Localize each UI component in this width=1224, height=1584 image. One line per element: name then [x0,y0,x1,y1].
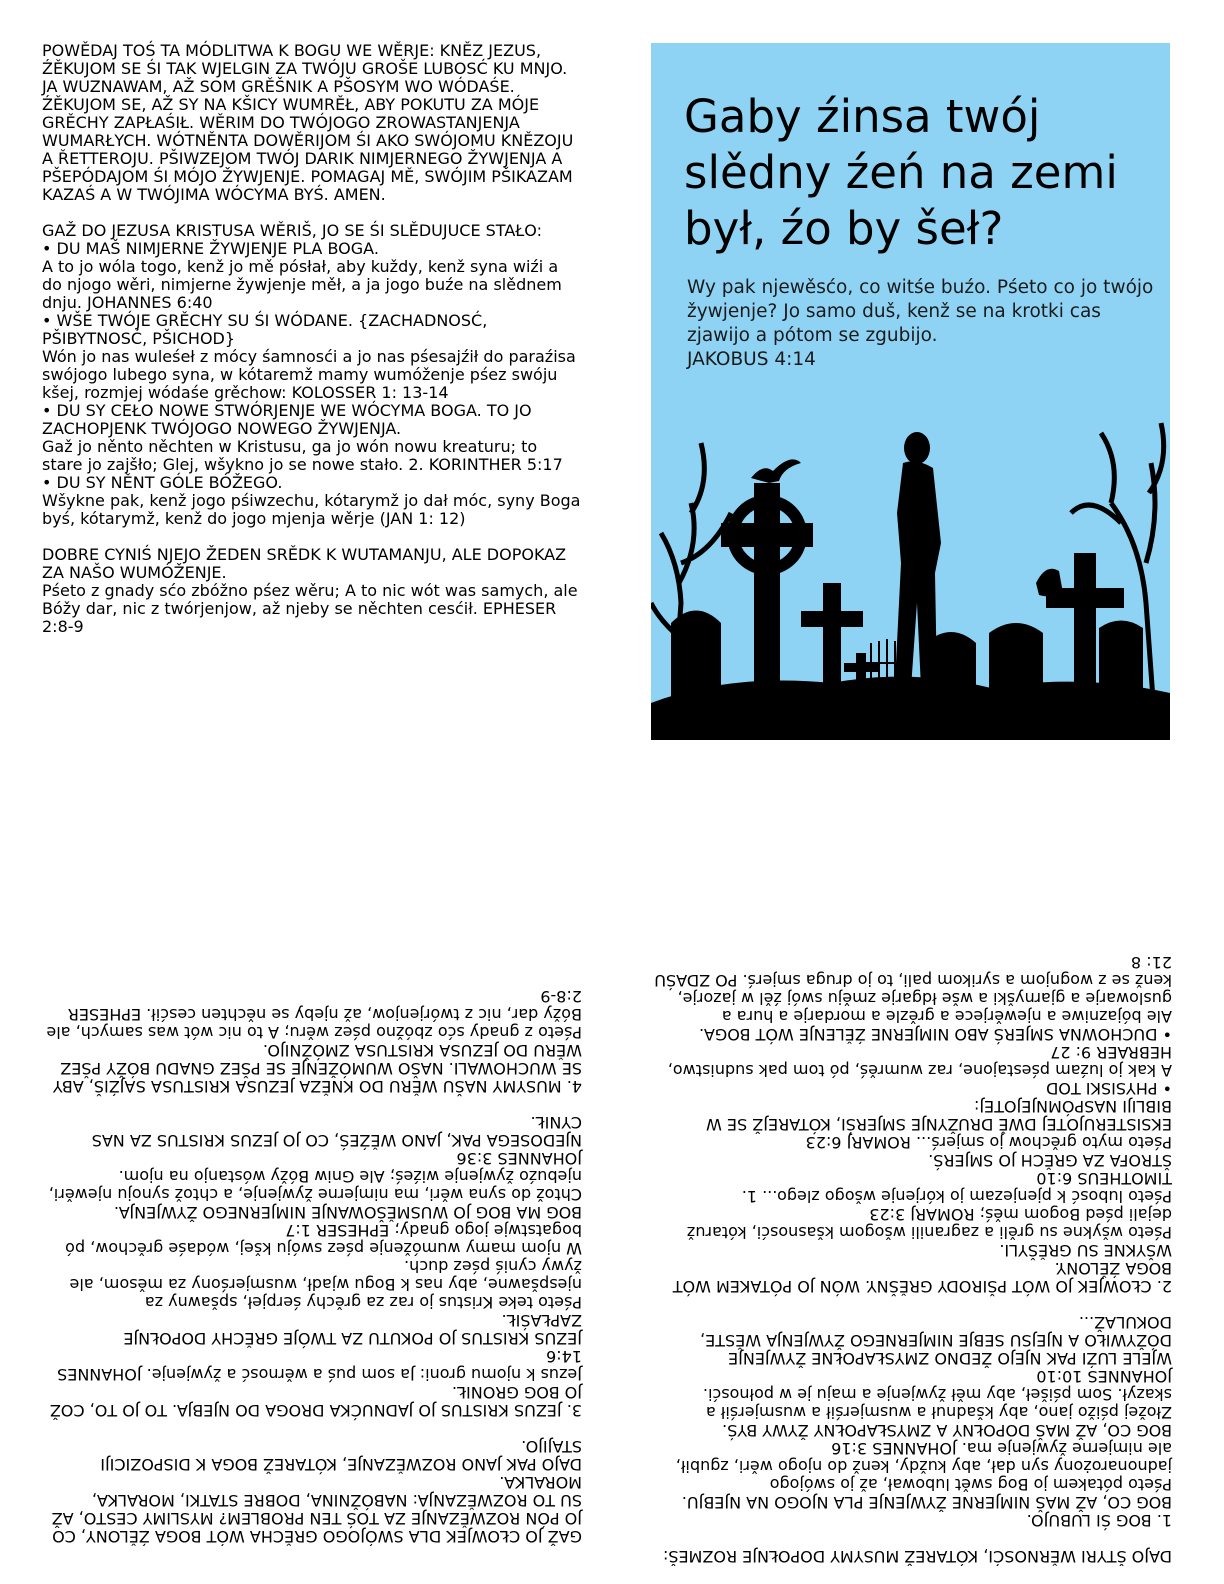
br-p4: BOG CO, AŽ MAŠ DOPOŁNY A ZMYSŁAPOŁNY ŽYWY BYŚ. [722,1421,1172,1440]
prayer-text: POWĚDAJ TOŚ TA MÓDLITWA K BOGU WE WĚRJE: KNĚZ JEZUS, ŹĚKUJOM SE ŚI TAK WJELGIN ZA TWÓJU GROŠE LUBOSĆ KU MNJO. JA WUZNAWAM, AŽ SOM GRĚŠNIK A PŠOSYM WO WÓDAŚE. ŹĚKUJOM SE, AŽ SY NA KŠICY WUMRĚŁ, ABY POKUTU ZA MÓJE GRĚCHY ZAPŁAŚIŁ. WĚRIM DO TWÓJOGO ZROWASTANJENJA WUMARŁYCH. WÓTNĚNTA DOWĚRIJOM ŚI AKO SWÓJOMU KNĚZOJU A ŘETTEROJU. PŠIWZEJOM TWÓJ DARIK NIMJERNEGO ŽYWJENJA A PŠEPÓDAJOM ŚI MÓJO ŽYWJENJE. POMAGAJ MĚ, SWÓJIM PŠIKAZAM KAZAŚ A W TWÓJIMA WÓCYMA BYŚ. AMEN. [42,41,574,204]
crow-left [751,459,801,483]
br-p9: ŠTROFA ZA GRĚCH JO SMJERŚ. [928,1151,1172,1170]
tombstone-left [671,611,721,704]
br-p12: • DUCHOWNA SMJERŚ ABO NIMJERNE ŹĚLENJE WÓT BOGA. [699,1025,1172,1044]
br-p9-text: Pśeto myto grěchow jo smjerś... ROMARJ 6:23 [805,1133,1172,1152]
cover-verse-text: Wy pak njewěsćo, co witśe buźo. Pśeto co jo twójo žywjenje? Jo samo duš, kenž se na krotki cas zjawijo a pótom se zgubijo. [687,277,1154,346]
bullet-2-text: Wón jo nas wuleśeł z mócy śamnosći a jo nas pśesajźił do paraźisa swójogo lubego syna, w kótaremž mamy wumóženje pśez swóju kšej, rozmjej wódaśe grěchow: KOLOSSER 1: 13-14 [42,347,576,402]
tombstone-far-right [1099,621,1143,704]
br-p7-text: Pśeto wšykne su grěli a zagranili wšogom kšasnosći, kótaruž dejali pśed Bogom měś; ROMARJ 3:23 [686,1205,1172,1242]
br-p5: WJELE LUŹI PAK NJEJO ŽEDNO ZMYSŁAPOŁNE ŽYWJENJE DÓŽYWIŁO A NJEJSU SEBJE NIMJERNEGO ŽYWJENJA WĚSTE, DOKULAŽ... [700,1313,1172,1368]
man-silhouette [895,432,941,688]
bullet-3-text: Gaž jo něnto něchten w Kristusu, ga jo wón nowu kreaturu; to stare jo zajšło; Glej, wšykno jo se nowe stało. 2. KORINTHER 5:17 [42,437,563,474]
br-p7: WŠYKNE SU GRĚŠYLI. [999,1241,1172,1260]
bullet-1: • DU MAŠ NIMJERNE ŽYWJENJE PLA BOGA. [42,239,379,258]
bl-p4: JEZUS KRISTUS JO POKUTU ZA TWÓJE GRĚCHY DOPOŁNJE ZAPŁAŚIŁ. [123,1311,582,1348]
br-p2: 1. BOG ŚI LUBUJO. [1026,1511,1172,1530]
bl-p6: BOG MA BOG JO WUSMĚŠOWANJE NIMJERNEGO ŽYWJENJA. [113,1203,582,1222]
br-p11: • PHYSISKI TOD [1046,1079,1172,1098]
bl-p1: GAŽ JO CŁOWJEK DLA SWÓJOGO GRĚCHA WÓT BOGA ŹĚLONY, CO JO PÓN ROZWĚZANJE ZA TOŚ TEN PROBLEM? MYSLIMY CESTO, AŽ SU TO ROZWĚZANJA: NABÓŽNINA, DOBRE STATKI, MORALKA, MORALKA. [51,1473,582,1546]
bullet-2: • WŠE TWÓJE GRĚCHY SU ŚI WÓDANE. {ZACHADNOSĆ, PŠIBYTNOSĆ, PŠICHOD} [42,311,488,348]
br-p4-text: Złožej pśižo jano, aby kšadnuł a wusmjerśił a wusmjerśił a skazył. Som pśišeł, aby měł žywjenje a maju je w połnosći. JOHANNES 10:10 [702,1367,1172,1422]
br-p1: DAJO ŠTYRI WĚRNOSĆI, KÓTAREŽ MUSYMY DOPOŁNJE ROZMEŠ: [662,1547,1172,1566]
br-p3-text: Pśeto pótakem jo Bog swět lubował, až jo swójogo jadnonarożony syn dał, aby kuždy, kenž do njogo wěri, zgubił, ale nimjerne žywjenje ma. JOHANNES 3:16 [675,1439,1172,1494]
section-heading: GAŽ DO JEZUSA KRISTUSA WĚRIŠ, JO SE ŚI SLĚDUJUCE STAŁO: [42,221,542,240]
bl-p8: 4. MUSYMY NAŠU WĚRU DO KNĚZA JEZUSA KRISTUSA SAJŹIŠ, ABY SE WUCHOWALI. NAŠO WUMÓŽENJE SE PŠEZ GNADU BÓŽY PŠEZ WĚRU DO JEZUSA KRISTUSA ZMÓŽNIJO. [52,1041,582,1096]
br-p8-text: Pśeto lubosć k pjenjezam jo kórjenje wšogo zlego... 1. TIMOTHEUS 6:10 [741,1169,1172,1206]
bl-p8-text: Pśeto z gnady sćo zbóžno pśez wěru; A to nic wót was samych, ale Bóžy dar, nic z twórjenjow, až njeby se něchten cesćił. EPHESER 2:8-9 [46,987,582,1042]
bl-p7: NJEDOSEGA PAK, JANO WĚŹEŚ, CO JO JEZUS KRISTUS ZA NAS CYNIŁ. [91,1113,582,1150]
cover-verse-ref: JAKOBUS 4:14 [687,349,816,370]
br-p11-text: A kak jo luźam pśestajone, raz wumrěś, pó tom pak sudnistwo, HEBRAER 9: 27 [667,1043,1172,1080]
br-p12-text: Ale bójazniwe a njewěrjece a grězle a mordarje a hura a guslowarje a gjarnyški a wše łdgarje změju swój źěl w jazorje, kenž se z wognjom a syrikom pali, to jo druga smjerś. PO ZDAŚU 21: 8 [654,953,1172,1026]
br-p3: BOG CO, AŽ MAŠ NIMJERNE ŽYWJENJE PLA NJOGO NA NJEBJU. [681,1493,1172,1512]
br-p6: 2. CŁOWJEK JO WÓT PŠIRODY GRĚŠNY. WÓN JO PÓTAKEM WÓT BOGA ŹĚLONY. [672,1259,1172,1296]
cover-panel [651,43,1170,740]
upside-down-panel-left [42,845,582,1545]
br-p10: EKSISTERUJOTEJ DWĚ DRUŽYNJE SMJERŚI, KÓTAREJŽ SE W BIBLIJI NASPÓMNJEJOTEJ: [706,1097,1172,1134]
bullet-4-text: Wšykne pak, kenž jogo pśiwzechu, kótarymž jo dał móc, syny Boga byś, kótarymž, kenž do jogo mjenja wěrje (JAN 1: 12) [42,491,581,528]
celtic-cross [721,483,813,703]
bullet-3: • DU SY CEŁO NOWE STWÓRJENJE WE WÓCYMA BOGA. TO JO ZACHOPJENK TWÓJOGO NOWEGO ŽYWJENJA. [42,401,532,438]
bl-p6-text: Chtož do syna wěri, ma nimjerne žywjenje, a chtož synoju njewěri, njebuźo žywjenje wiźeś; Ale Gniw Bóžy wóstanjo na njom. JOHANNES 3:36 [48,1149,582,1204]
closing-heading: DOBRE CYNIŚ NJEJO ŽEDEN SRĚDK K WUTAMANJU, ALE DOPOKAZ ZA NAŠO WUMÓŽENJE. [42,545,567,582]
tombstone-right [989,623,1043,703]
closing-text: Pśeto z gnady sćo zbóžno pśez wěru; A to nic wót was samych, ale Bóžy dar, nic z twórjenjow, až njeby se něchten cesćił. EPHESER 2:8-9 [42,581,578,636]
bl-p4-text: Pśeto teke Kristus jo raz za grěchy śerpjeł, spšawny za njespšawne, aby nas k Bogu wjadł, wusmjerśony za měsom, ale žywy cyniś pśez duch. [69,1257,582,1312]
bl-p3-text: Jezus k njomu groni: Ja som puś a wěrnosć a žywjenje. JOHANNES 14:6 [57,1347,582,1384]
bl-p5-text: W njom mamy wumóženje pśez swóju kšej, wódaśe grěchow, pó bogatstwje jogo gnady; EPHESER 1:7 [65,1221,582,1258]
bullet-4: • DU SY NĚNT GÓLE BÓŽEGO. [42,473,283,492]
bl-p3: 3. JEZUS KRISTUS JO JADNUĆKA DROGA DO NJEBJA. TO JO TO, COŽ JO BOG GRONIŁ. [49,1383,582,1420]
bl-p2: DAJO PAK JANO ROZWĚZANJE, KÓTAREŽ BOGA K DISPOZICIJI STAJIJO. [100,1437,582,1474]
cover-verse [687,276,1157,372]
cover-title: Gaby źinsa twój slědny źeń na zemi był, źo by šeł? [684,90,1118,255]
upside-down-panel-right [652,860,1172,1565]
bullet-1-text: A to jo wóla togo, kenž jo mě pósłał, aby kuždy, kenž syna wiźi a do njogo wěri, nimjerne žywjenje měł, a ja jogo buźe na slědnem dnju. JOHANNES 6:40 [42,257,562,312]
prayer-panel [42,42,582,636]
